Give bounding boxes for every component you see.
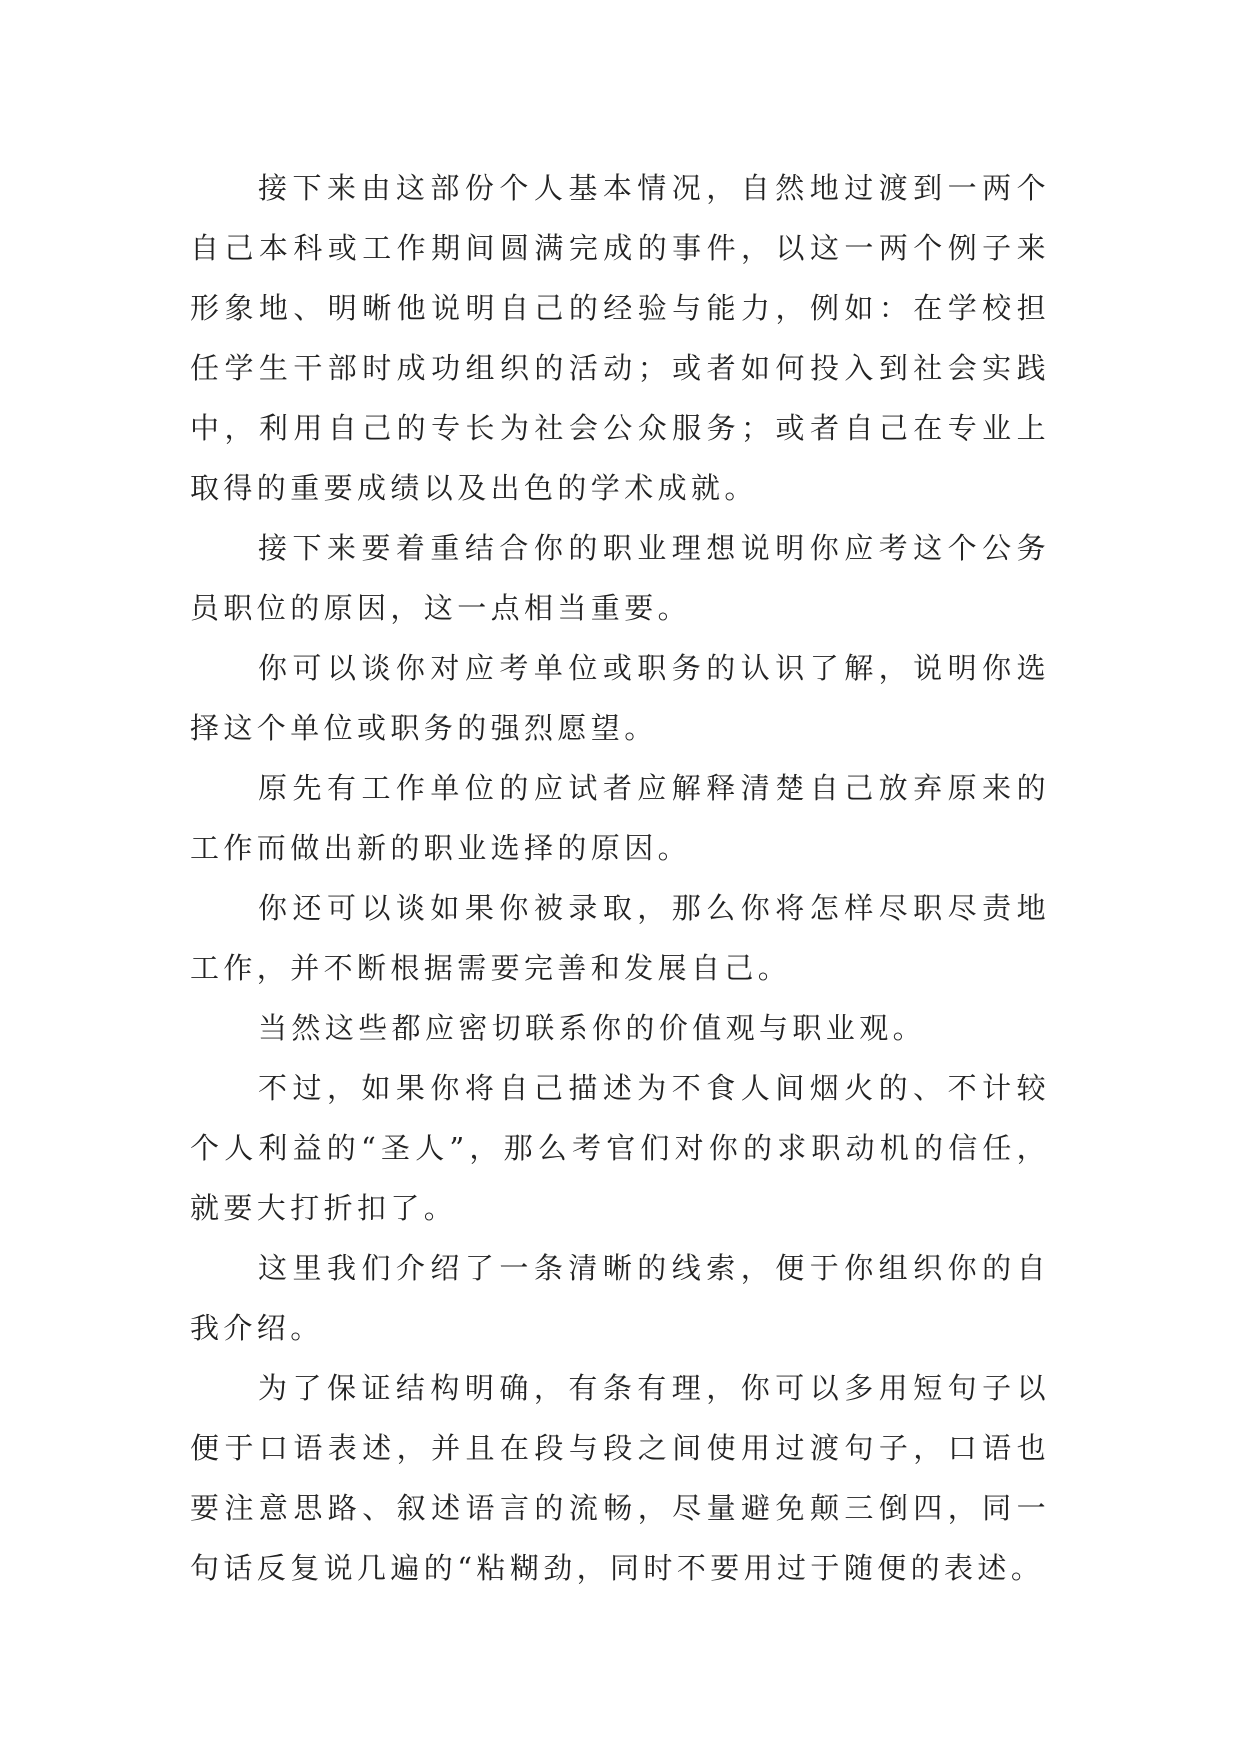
paragraph: 接下来要着重结合你的职业理想说明你应考这个公务员职位的原因，这一点相当重要。 xyxy=(190,531,1050,625)
document-body xyxy=(190,158,1050,1598)
paragraph: 你还可以谈如果你被录取，那么你将怎样尽职尽责地工作，并不断根据需要完善和发展自己。 xyxy=(190,891,1050,985)
paragraph: 接下来由这部份个人基本情况，自然地过渡到一两个自己本科或工作期间圆满完成的事件，以这一两个例子来形象地、明晰他说明自己的经验与能力，例如：在学校担任学生干部时成功组织的活动；或者如何投入到社会实践中，利用自己的专长为社会公众服务；或者自己在专业上取得的重要成绩以及出色的学术成就。 xyxy=(190,171,1050,505)
paragraph: 这里我们介绍了一条清晰的线索，便于你组织你的自我介绍。 xyxy=(190,1251,1050,1345)
paragraph: 为了保证结构明确，有条有理，你可以多用短句子以便于口语表述，并且在段与段之间使用过渡句子，口语也要注意思路、叙述语言的流畅，尽量避免颠三倒四，同一句话反复说几遍的“粘糊劲，同时不要用过于随便的表述。 xyxy=(190,1371,1050,1585)
paragraph: 你可以谈你对应考单位或职务的认识了解，说明你选择这个单位或职务的强烈愿望。 xyxy=(190,651,1050,745)
paragraph: 不过，如果你将自己描述为不食人间烟火的、不计较个人利益的“圣人”，那么考官们对你的求职动机的信任，就要大打折扣了。 xyxy=(190,1071,1050,1225)
paragraph: 原先有工作单位的应试者应解释清楚自己放弃原来的工作而做出新的职业选择的原因。 xyxy=(190,771,1050,865)
paragraph: 当然这些都应密切联系你的价值观与职业观。 xyxy=(258,1011,927,1045)
